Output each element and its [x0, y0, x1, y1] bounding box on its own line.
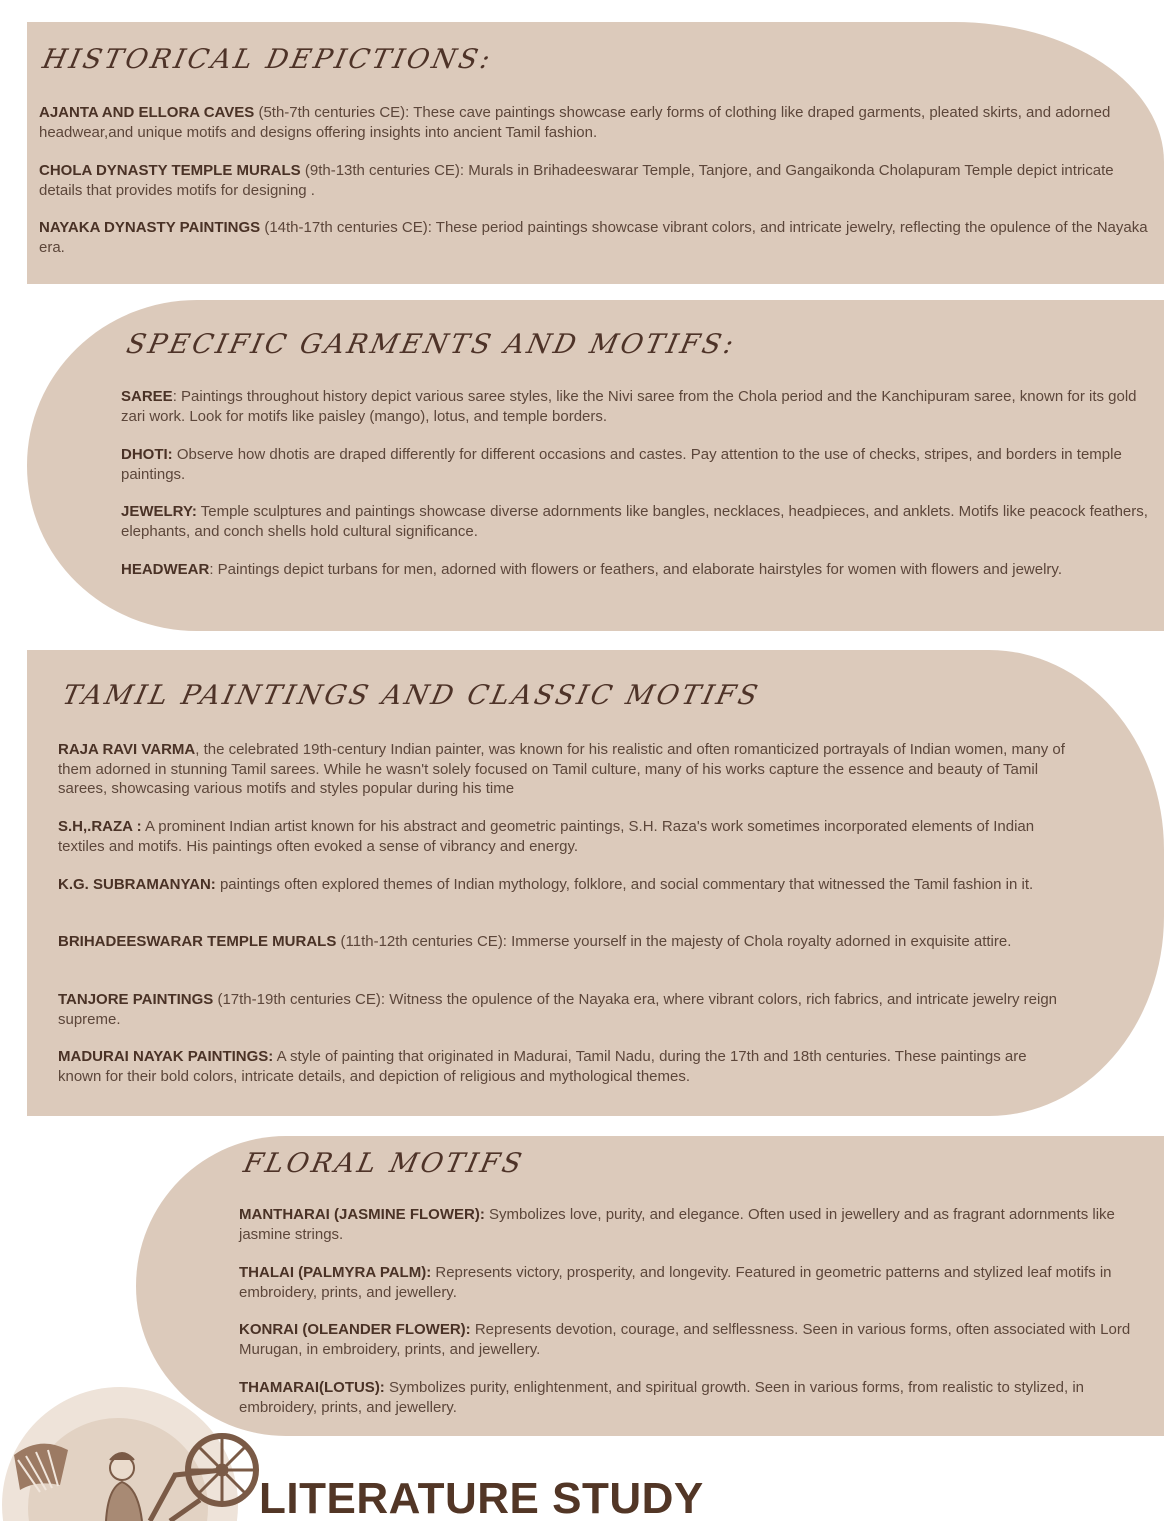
item-text: : Paintings depict turbans for men, adorned with flowers or feathers, and elaborate hairstyles for women with flowers and jewelry.: [209, 561, 1062, 578]
item-text: Observe how dhotis are draped differently for different occasions and castes. Pay attention to the use of checks, stripes, and borders in temple paintings.: [121, 446, 1122, 483]
item-label: S.H,.RAZA :: [58, 818, 142, 835]
list-item: [121, 445, 1151, 484]
item-label: NAYAKA DYNASTY PAINTINGS: [39, 219, 261, 236]
section-heading: FLORAL MOTIFS: [240, 1148, 528, 1179]
list-item: [239, 1263, 1159, 1302]
item-label: SAREE: [121, 388, 173, 405]
list-item: [239, 1378, 1159, 1417]
item-text: (9th-13th centuries CE): Murals in Brihadeeswarar Temple, Tanjore, and Gangaikonda Cholapuram Temple depict intricate details that provides motifs for designing .: [39, 162, 1114, 199]
item-label: AJANTA AND ELLORA CAVES: [39, 104, 255, 121]
list-item: [239, 1320, 1159, 1359]
list-item: [121, 502, 1151, 541]
item-label: MANTHARAI (JASMINE FLOWER):: [239, 1206, 485, 1223]
list-item: [58, 740, 1068, 799]
item-text: Symbolizes purity, enlightenment, and spiritual growth. Seen in various forms, from realistic to stylized, in embroidery, prints, and jewellery.: [239, 1379, 1084, 1416]
historical-depictions-panel: [27, 22, 1164, 284]
list-item: [239, 1205, 1159, 1244]
item-label: DHOTI:: [121, 446, 173, 463]
item-label: K.G. SUBRAMANYAN:: [58, 876, 216, 893]
spinning-wheel-illustration-icon: [0, 1380, 270, 1521]
item-text: Temple sculptures and paintings showcase diverse adornments like bangles, necklaces, headpieces, and anklets. Motifs like peacock feathers, elephants, and conch shells hold cultural significance.: [121, 503, 1148, 540]
item-text: Symbolizes love, purity, and elegance. Often used in jewellery and as fragrant adornments like jasmine strings.: [239, 1206, 1115, 1243]
footer-title: LITERATURE STUDY: [259, 1474, 704, 1523]
item-text: Represents devotion, courage, and selflessness. Seen in various forms, often associated with Lord Murugan, in embroidery, prints, and jewellery.: [239, 1321, 1131, 1358]
section-heading: HISTORICAL DEPICTIONS:: [39, 44, 496, 75]
list-item: [39, 161, 1151, 200]
item-label: RAJA RAVI VARMA: [58, 741, 196, 758]
item-text: , the celebrated 19th-century Indian painter, was known for his realistic and often romanticized portrayals of Indian women, many of them adorned in stunning Tamil sarees. While he wasn't solely focused on Tamil culture, many of his works capture the essence and beauty of Tamil sarees, showcasing various motifs and styles popular during his time: [58, 741, 1065, 797]
item-text: paintings often explored themes of Indian mythology, folklore, and social commentary that witnessed the Tamil fashion in it.: [215, 876, 1034, 893]
section-heading: TAMIL PAINTINGS AND CLASSIC MOTIFS: [59, 680, 764, 711]
tamil-paintings-panel: [27, 650, 1164, 1116]
item-label: TANJORE PAINTINGS: [58, 991, 214, 1008]
item-text: (5th-7th centuries CE): These cave paintings showcase early forms of clothing like draped garments, pleated skirts, and adorned headwear,and unique motifs and designs offering insights into ancient Tamil fashion.: [39, 104, 1111, 141]
item-label: BRIHADEESWARAR TEMPLE MURALS: [58, 933, 337, 950]
item-label: HEADWEAR: [121, 561, 210, 578]
item-text: (11th-12th centuries CE): Immerse yourself in the majesty of Chola royalty adorned in exquisite attire.: [336, 933, 1012, 950]
item-text: (14th-17th centuries CE): These period paintings showcase vibrant colors, and intricate jewelry, reflecting the opulence of the Nayaka era.: [39, 219, 1148, 256]
item-text: A style of painting that originated in Madurai, Tamil Nadu, during the 17th and 18th centuries. These paintings are known for their bold colors, intricate details, and depiction of religious and mythological themes.: [58, 1048, 1027, 1085]
item-text: (17th-19th centuries CE): Witness the opulence of the Nayaka era, where vibrant colors, rich fabrics, and intricate jewelry reign supreme.: [58, 991, 1058, 1028]
item-label: MADURAI NAYAK PAINTINGS:: [58, 1048, 274, 1065]
section-heading: SPECIFIC GARMENTS AND MOTIFS:: [123, 329, 740, 360]
list-item: [121, 560, 1151, 580]
floral-motifs-panel: [136, 1136, 1164, 1436]
list-item: [121, 387, 1151, 426]
list-item: [58, 932, 1068, 952]
specific-garments-panel: [27, 300, 1164, 631]
item-label: KONRAI (OLEANDER FLOWER):: [239, 1321, 471, 1338]
item-text: Represents victory, prosperity, and longevity. Featured in geometric patterns and stylized leaf motifs in embroidery, prints, and jewellery.: [239, 1264, 1112, 1301]
list-item: [39, 103, 1151, 142]
list-item: [58, 990, 1058, 1029]
list-item: [58, 817, 1068, 856]
item-label: CHOLA DYNASTY TEMPLE MURALS: [39, 162, 301, 179]
list-item: [39, 218, 1151, 257]
list-item: [58, 875, 1093, 895]
item-label: JEWELRY:: [121, 503, 197, 520]
list-item: [58, 1047, 1068, 1086]
item-text: : Paintings throughout history depict various saree styles, like the Nivi saree from the Chola period and the Kanchipuram saree, known for its gold zari work. Look for motifs like paisley (mango), lotus, and temple borders.: [121, 388, 1137, 425]
item-text: A prominent Indian artist known for his abstract and geometric paintings, S.H. Raza's work sometimes incorporated elements of Indian textiles and motifs. His paintings often evoked a sense of vibrancy and energy.: [58, 818, 1035, 855]
item-label: THALAI (PALMYRA PALM):: [239, 1264, 432, 1281]
item-label: THAMARAI(LOTUS):: [239, 1379, 385, 1396]
